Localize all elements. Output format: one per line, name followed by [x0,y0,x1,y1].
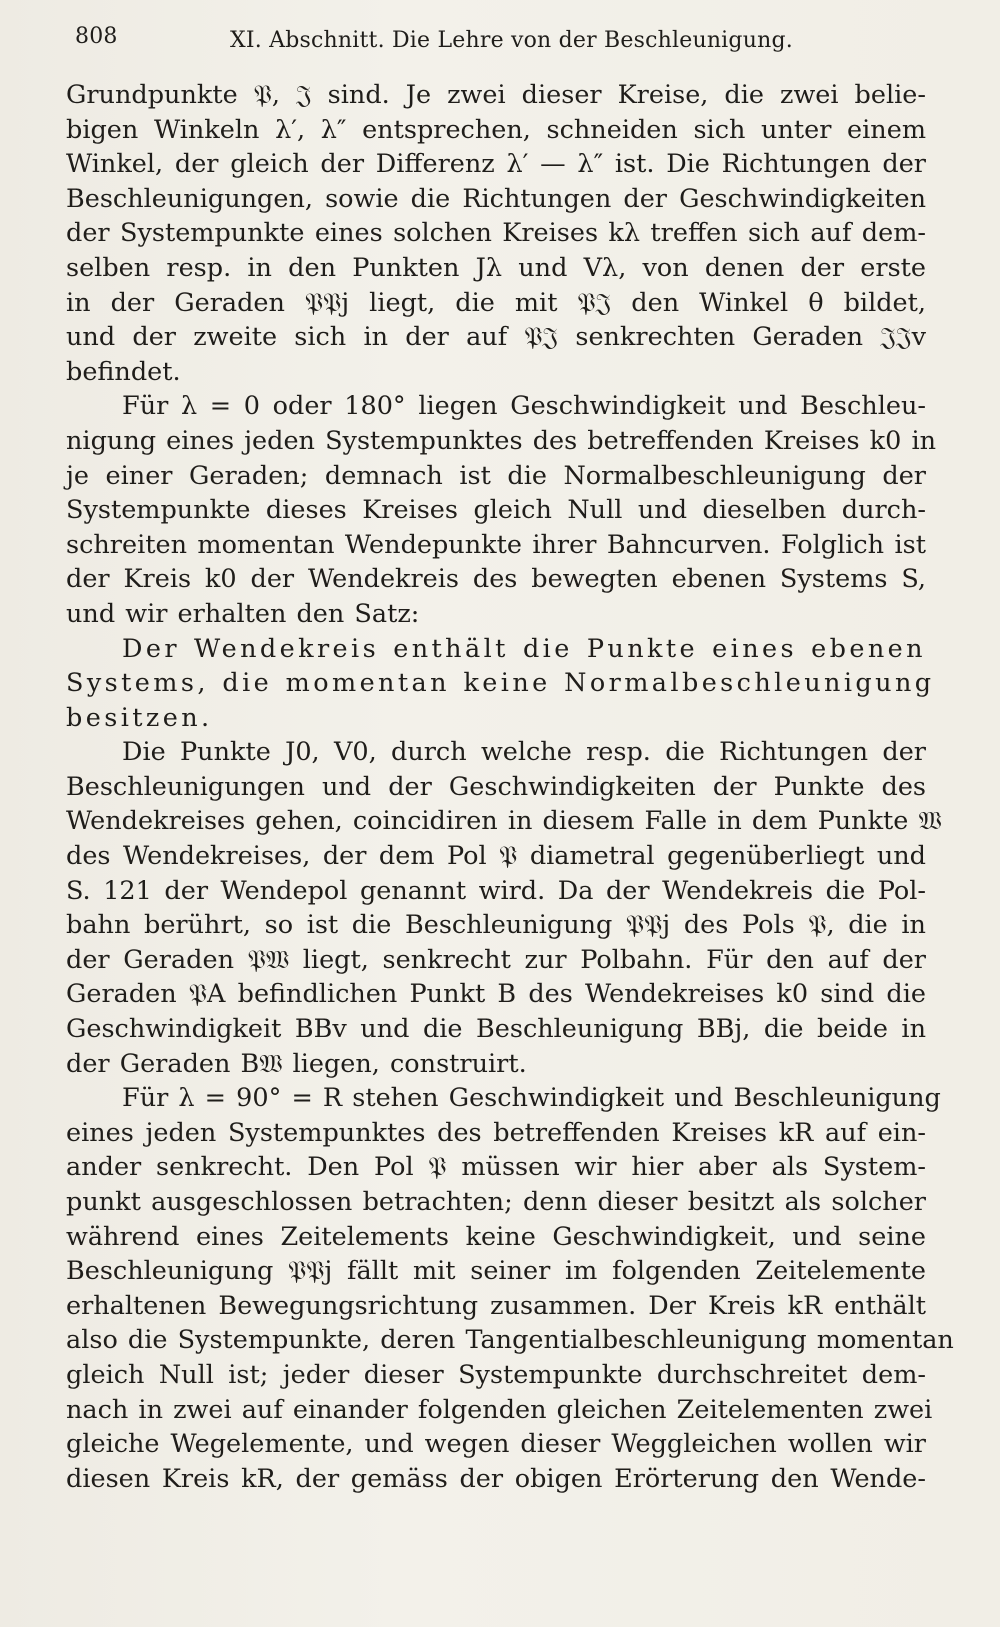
text-line: Geraden 𝔓A befindlichen Punkt B des Wendekreises k0 sind die [66,979,926,1010]
text-line: diesen Kreis kR, der gemäss der obigen Erörterung den Wende- [66,1463,926,1494]
text-line: gleich Null ist; jeder dieser Systempunkte durchschreitet dem- [66,1359,926,1390]
text-line: und der zweite sich in der auf 𝔓𝔍 senkrechten Geraden 𝔍𝔍v [66,322,926,353]
text-line: eines jeden Systempunktes des betreffenden Kreises kR auf ein- [66,1117,926,1148]
text-line: erhaltenen Bewegungsrichtung zusammen. Der Kreis kR enthält [66,1290,926,1321]
text-line: besitzen. [66,702,213,733]
text-line: in der Geraden 𝔓𝔓j liegt, die mit 𝔓𝔍 den Winkel θ bildet, [66,287,926,318]
text-line: bahn berührt, so ist die Beschleunigung 𝔓𝔓j des Pols 𝔓, die in [66,910,926,941]
text-line: Grundpunkte 𝔓, 𝔍 sind. Je zwei dieser Kreise, die zwei belie- [66,80,926,110]
text-line: Die Punkte J0, V0, durch welche resp. die Richtungen der [122,737,926,768]
chapter-title: XI. Abschnitt. Die Lehre von der Beschleunigung. [230,28,793,53]
page-number: 808 [75,24,118,49]
text-line: des Wendekreises, der dem Pol 𝔓 diametral gegenüberliegt und [66,841,926,872]
text-line: Für λ = 0 oder 180° liegen Geschwindigkeit und Beschleu- [122,391,926,422]
text-line: Beschleunigungen und der Geschwindigkeiten der Punkte des [66,771,926,802]
text-line: gleiche Wegelemente, und wegen dieser Weggleichen wollen wir [66,1429,926,1460]
text-line: der Geraden 𝔓𝔚 liegt, senkrecht zur Polbahn. Für den auf der [66,944,926,975]
text-line: selben resp. in den Punkten Jλ und Vλ, von denen der erste [66,252,926,283]
text-line: Der Wendekreis enthält die Punkte eines ebenen [122,633,926,664]
text-line: der Systempunkte eines solchen Kreises kλ treffen sich auf dem- [66,218,926,249]
text-line: Wendekreises gehen, coincidiren in diesem Falle in dem Punkte 𝔚 [66,806,942,837]
text-line: schreiten momentan Wendepunkte ihrer Bahncurven. Folglich ist [66,529,926,560]
text-line: S. 121 der Wendepol genannt wird. Da der Wendekreis die Pol- [66,875,926,906]
text-line: Winkel, der gleich der Differenz λ′ — λ″ ist. Die Richtungen der [66,149,926,180]
text-line: punkt ausgeschlossen betrachten; denn dieser besitzt als solcher [66,1187,926,1217]
text-line: Beschleunigung 𝔓𝔓j fällt mit seiner im folgenden Zeitelemente [66,1256,926,1287]
text-line: befindet. [66,356,181,387]
text-line: ander senkrecht. Den Pol 𝔓 müssen wir hier aber als System- [66,1152,926,1183]
text-line: der Kreis k0 der Wendekreis des bewegten ebenen Systems S, [66,564,926,595]
text-line: Systems, die momentan keine Normalbeschleunigung [66,668,935,699]
text-line: nigung eines jeden Systempunktes des betreffenden Kreises k0 in [66,425,937,456]
body-text [66,78,954,1496]
text-line: Für λ = 90° = R stehen Geschwindigkeit und Beschleunigung [122,1083,941,1114]
text-line: Beschleunigungen, sowie die Richtungen der Geschwindigkeiten [66,183,926,214]
text-line: bigen Winkeln λ′, λ″ entsprechen, schneiden sich unter einem [66,114,926,145]
text-line: Systempunkte dieses Kreises gleich Null und dieselben durch- [66,495,926,526]
text-line: der Geraden B𝔚 liegen, construirt. [66,1048,527,1079]
text-line: also die Systempunkte, deren Tangentialbeschleunigung momentan [66,1325,954,1356]
text-line: je einer Geraden; demnach ist die Normalbeschleunigung der [66,460,926,491]
text-line: und wir erhalten den Satz: [66,598,420,629]
text-line: während eines Zeitelements keine Geschwindigkeit, und seine [66,1221,926,1252]
text-line: Geschwindigkeit BBv und die Beschleunigung BBj, die beide in [66,1014,926,1045]
text-line: nach in zwei auf einander folgenden gleichen Zeitelementen zwei [66,1394,933,1425]
